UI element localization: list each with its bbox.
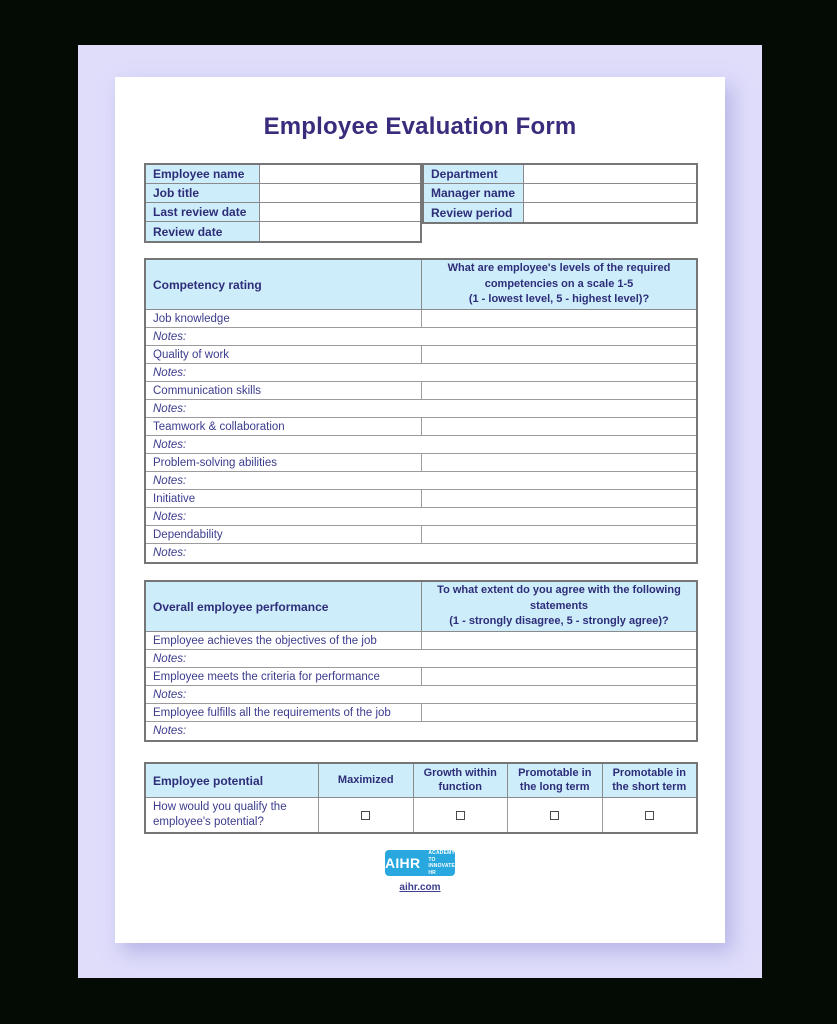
review-date-field[interactable] xyxy=(260,222,420,241)
table-row xyxy=(146,346,696,364)
maximized-checkbox-cell xyxy=(319,798,414,832)
review-date-label: Review date xyxy=(146,222,260,241)
maximized-checkbox[interactable] xyxy=(361,811,370,820)
performance-scale-question-line: To what extent do you agree with the following xyxy=(437,584,681,597)
rating-input-cell[interactable] xyxy=(422,704,696,721)
notes-row[interactable] xyxy=(146,650,696,668)
notes-row[interactable] xyxy=(146,364,696,382)
table-row xyxy=(424,165,696,184)
table-row xyxy=(146,184,420,203)
table-row xyxy=(146,526,696,544)
competency-job-knowledge-label: Job knowledge xyxy=(146,310,422,327)
table-row xyxy=(146,704,696,722)
competency-problem-solving-label: Problem-solving abilities xyxy=(146,454,422,471)
table-row xyxy=(146,454,696,472)
aihr-logo-text: AIHR xyxy=(384,855,421,871)
competency-scale-question-line: competencies on a scale 1-5 xyxy=(484,277,634,290)
performance-requirements-label: Employee fulfills all the requirements of the job xyxy=(146,704,422,721)
notes-row[interactable] xyxy=(146,472,696,490)
competency-communication-skills-label: Communication skills xyxy=(146,382,422,399)
promotable-long-term-checkbox[interactable] xyxy=(550,811,559,820)
employee-potential-heading: Employee potential xyxy=(146,764,319,797)
table-row xyxy=(424,203,696,222)
promotable-short-term-checkbox[interactable] xyxy=(645,811,654,820)
review-period-label: Review period xyxy=(424,203,524,222)
performance-scale-question xyxy=(422,582,696,631)
employee-potential-table xyxy=(144,762,698,834)
column-header-growth-within-function: Growth within function xyxy=(414,764,509,797)
table-row xyxy=(146,310,696,328)
rating-input-cell[interactable] xyxy=(422,668,696,685)
table-row xyxy=(146,382,696,400)
competency-rating-table xyxy=(144,258,698,564)
table-row xyxy=(146,165,420,184)
manager-name-field[interactable] xyxy=(524,184,696,202)
competency-teamwork-label: Teamwork & collaboration xyxy=(146,418,422,435)
table-row xyxy=(424,184,696,203)
document-page xyxy=(115,77,725,943)
performance-scale-question-line: (1 - strongly disagree, 5 - strongly agree)? xyxy=(449,615,669,628)
employee-info-left-group xyxy=(144,163,422,243)
page-title: Employee Evaluation Form xyxy=(263,113,577,140)
manager-name-label: Manager name xyxy=(424,184,524,202)
notes-row[interactable] xyxy=(146,436,696,454)
tagline-line: INNOVATE HR xyxy=(428,863,456,876)
employee-name-field[interactable] xyxy=(260,165,420,183)
notes-label: Notes: xyxy=(153,438,187,451)
competency-scale-question-line: What are employee's levels of the required xyxy=(447,262,671,275)
competency-quality-of-work-label: Quality of work xyxy=(146,346,422,363)
review-period-field[interactable] xyxy=(524,203,696,222)
performance-criteria-label: Employee meets the criteria for performance xyxy=(146,668,422,685)
potential-table-header xyxy=(146,764,696,798)
rating-input-cell[interactable] xyxy=(422,418,696,435)
job-title-label: Job title xyxy=(146,184,260,202)
competency-scale-question xyxy=(422,260,696,309)
growth-within-function-checkbox[interactable] xyxy=(456,811,465,820)
rating-input-cell[interactable] xyxy=(422,490,696,507)
column-header-promotable-short-term: Promotable in the short term xyxy=(612,766,687,793)
tagline-line: ACADEMY TO xyxy=(428,850,455,863)
rating-input-cell[interactable] xyxy=(422,632,696,649)
department-field[interactable] xyxy=(524,165,696,183)
employee-name-label: Employee name xyxy=(146,165,260,183)
column-header-promotable-long-term: Promotable in the long term xyxy=(508,764,603,797)
overall-performance-heading: Overall employee performance xyxy=(146,582,422,631)
employee-info-right-group xyxy=(422,163,698,224)
promotable-short-term-checkbox-cell xyxy=(603,798,697,832)
lavender-frame xyxy=(78,45,762,978)
last-review-date-label: Last review date xyxy=(146,203,260,221)
notes-label: Notes: xyxy=(153,330,187,343)
notes-row[interactable] xyxy=(146,400,696,418)
table-row xyxy=(146,222,420,241)
notes-row[interactable] xyxy=(146,544,696,562)
competency-table-header xyxy=(146,260,696,310)
performance-objectives-label: Employee achieves the objectives of the job xyxy=(146,632,422,649)
notes-label: Notes: xyxy=(153,688,187,701)
last-review-date-field[interactable] xyxy=(260,203,420,221)
table-row xyxy=(146,418,696,436)
job-title-field[interactable] xyxy=(260,184,420,202)
competency-initiative-label: Initiative xyxy=(146,490,422,507)
department-label: Department xyxy=(424,165,524,183)
aihr-com-link[interactable]: aihr.com xyxy=(399,882,441,893)
table-row xyxy=(146,490,696,508)
notes-label: Notes: xyxy=(153,547,187,559)
promotable-long-term-checkbox-cell xyxy=(508,798,603,832)
rating-input-cell[interactable] xyxy=(422,526,696,543)
table-row xyxy=(146,798,696,832)
potential-question-label: How would you qualify the employee's potential? xyxy=(146,798,319,832)
notes-row[interactable] xyxy=(146,722,696,740)
rating-input-cell[interactable] xyxy=(422,310,696,327)
notes-row[interactable] xyxy=(146,686,696,704)
table-row xyxy=(146,668,696,686)
employee-info-table xyxy=(144,163,698,243)
notes-row[interactable] xyxy=(146,508,696,526)
table-row xyxy=(146,203,420,222)
notes-row[interactable] xyxy=(146,328,696,346)
aihr-logo-tagline xyxy=(428,850,455,876)
aihr-logo xyxy=(385,850,455,876)
notes-label: Notes: xyxy=(153,474,187,487)
column-header-maximized: Maximized xyxy=(319,764,414,797)
competency-dependability-label: Dependability xyxy=(146,526,422,543)
competency-rating-heading: Competency rating xyxy=(146,260,422,309)
rating-input-cell[interactable] xyxy=(422,454,696,471)
growth-within-function-checkbox-cell xyxy=(414,798,509,832)
performance-table-header xyxy=(146,582,696,632)
rating-input-cell[interactable] xyxy=(422,382,696,399)
table-row xyxy=(146,632,696,650)
notes-label: Notes: xyxy=(153,366,187,379)
notes-label: Notes: xyxy=(153,725,187,737)
competency-scale-question-line: (1 - lowest level, 5 - highest level)? xyxy=(468,293,650,306)
notes-label: Notes: xyxy=(153,652,187,665)
overall-performance-table xyxy=(144,580,698,742)
notes-label: Notes: xyxy=(153,510,187,523)
notes-label: Notes: xyxy=(153,402,187,415)
rating-input-cell[interactable] xyxy=(422,346,696,363)
performance-scale-question-line: statements xyxy=(529,599,589,612)
